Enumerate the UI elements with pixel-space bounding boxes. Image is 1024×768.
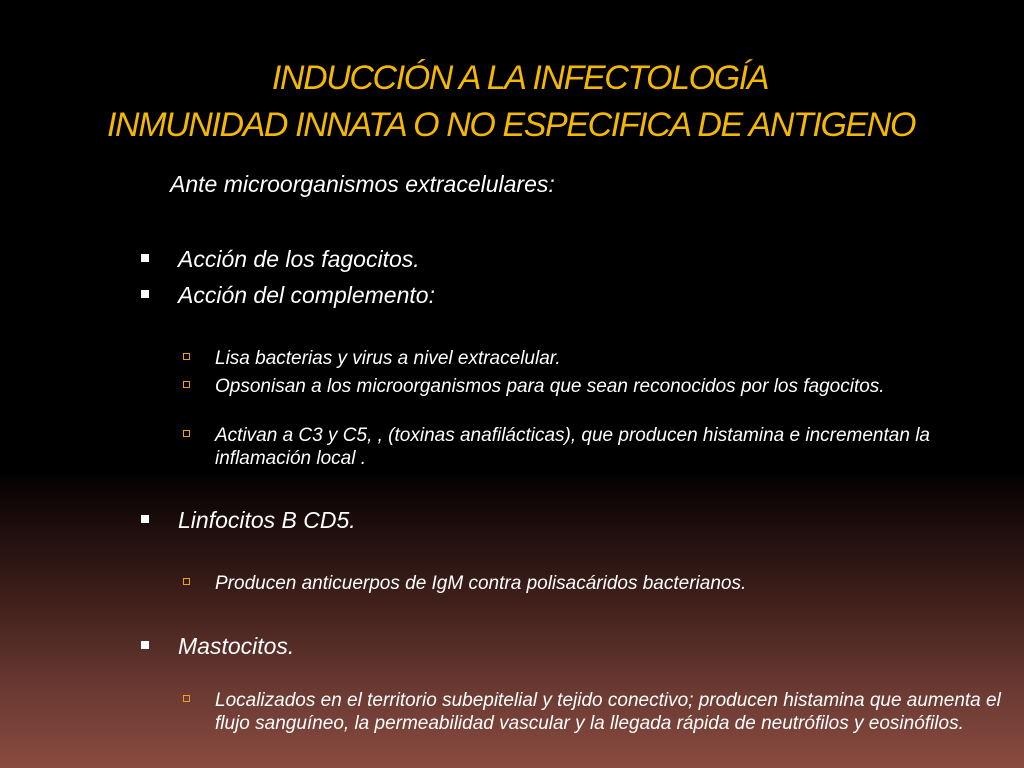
hollow-square-bullet-icon [183,381,190,388]
sub-item-producen: Producen anticuerpos de IgM contra polisacáridos bacterianos. [215,573,747,594]
square-bullet-icon [141,290,149,298]
square-bullet-icon [141,515,149,523]
intro-text: Ante microorganismos extracelulares: [170,171,555,197]
slide-title-line2: INMUNIDAD INNATA O NO ESPECIFICA DE ANTIGENO [107,106,915,144]
slide-title-line1: INDUCCIÓN A LA INFECTOLOGÍA [271,59,769,97]
hollow-square-bullet-icon [183,695,190,702]
sub-item-localizados: Localizados en el territorio subepitelial y tejido conectivo; producen histamina que aumenta el flujo sanguíneo, la permeabilidad vascular y la llegada rápida de neutrófilos y eosinófilos. [215,690,1001,734]
square-bullet-icon [141,254,149,262]
sub-item-lisa: Lisa bacterias y virus a nivel extracelular. [215,348,561,369]
square-bullet-icon [141,641,149,649]
hollow-square-bullet-icon [183,578,190,585]
bullet-item-mastocitos: Mastocitos. [178,633,295,659]
sub-item-opsonisan: Opsonisan a los microorganismos para que sean reconocidos por los fagocitos. [215,376,885,397]
hollow-square-bullet-icon [183,430,190,437]
bullet-item-complemento: Acción del complemento: [178,282,435,308]
bullet-item-fagocitos: Acción de los fagocitos. [178,246,420,272]
sub-item-activan: Activan a C3 y C5, , (toxinas anafilácticas), que producen histamina e incrementan la inflamación local . [215,425,930,469]
hollow-square-bullet-icon [183,353,190,360]
bullet-item-linfocitos: Linfocitos B CD5. [178,507,356,533]
